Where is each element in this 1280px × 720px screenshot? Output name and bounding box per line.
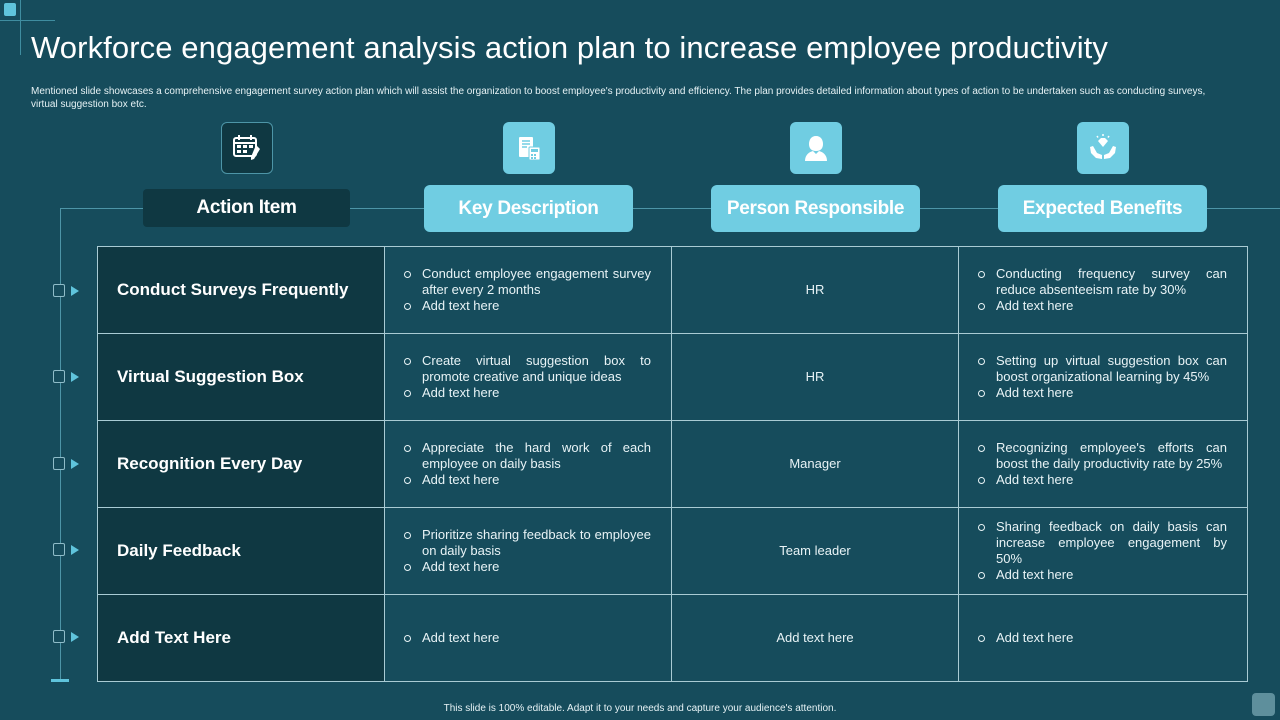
- corner-button[interactable]: [1252, 693, 1275, 716]
- action-plan-table: [97, 246, 1248, 682]
- person-responsible-cell: HR: [672, 334, 959, 421]
- benefit-bullet: Add text here: [977, 567, 1227, 583]
- column-header-action-item: Action Item: [143, 189, 350, 227]
- marker-arrow-icon: [71, 632, 79, 642]
- marker-arrow-icon: [71, 545, 79, 555]
- action-item-cell: Virtual Suggestion Box: [98, 334, 385, 421]
- description-bullet: Create virtual suggestion box to promote creative and unique ideas: [403, 353, 651, 385]
- description-bullet: Conduct employee engagement survey after every 2 months: [403, 266, 651, 298]
- table-row: [98, 334, 1248, 421]
- benefit-bullet: Add text here: [977, 472, 1227, 488]
- benefits-cell: [959, 334, 1248, 421]
- marker-arrow-icon: [71, 372, 79, 382]
- benefit-bullet: Recognizing employee's efforts can boost the daily productivity rate by 25%: [977, 440, 1227, 472]
- description-bullet: Appreciate the hard work of each employee on daily basis: [403, 440, 651, 472]
- row-marker: [53, 284, 83, 298]
- description-bullet: Add text here: [403, 559, 651, 575]
- benefits-cell: [959, 508, 1248, 595]
- description-cell: [385, 595, 672, 682]
- description-cell: [385, 247, 672, 334]
- description-cell: [385, 334, 672, 421]
- document-calculator-icon: [503, 122, 555, 174]
- column-header-key-description: Key Description: [424, 185, 633, 232]
- table-row: [98, 595, 1248, 682]
- slide-footer: This slide is 100% editable. Adapt it to your needs and capture your audience's attention.: [443, 703, 837, 714]
- description-bullet: Prioritize sharing feedback to employee on daily basis: [403, 527, 651, 559]
- action-item-cell: Add Text Here: [98, 595, 385, 682]
- person-responsible-cell: Add text here: [672, 595, 959, 682]
- row-marker: [53, 543, 83, 557]
- benefits-cell: [959, 595, 1248, 682]
- description-bullet: Add text here: [403, 298, 651, 314]
- marker-box: [53, 543, 65, 556]
- marker-box: [53, 370, 65, 383]
- timeline-end-accent: [51, 679, 69, 682]
- table-row: [98, 421, 1248, 508]
- hands-diamond-icon: [1077, 122, 1129, 174]
- corner-square: [4, 3, 16, 16]
- benefits-cell: [959, 421, 1248, 508]
- person-responsible-cell: HR: [672, 247, 959, 334]
- marker-box: [53, 630, 65, 643]
- benefits-cell: [959, 247, 1248, 334]
- description-cell: [385, 421, 672, 508]
- column-header-person-responsible: Person Responsible: [711, 185, 920, 232]
- description-cell: [385, 508, 672, 595]
- description-bullet: Add text here: [403, 385, 651, 401]
- column-header-expected-benefits: Expected Benefits: [998, 185, 1207, 232]
- row-marker: [53, 370, 83, 384]
- marker-box: [53, 284, 65, 297]
- calendar-icon: [221, 122, 273, 174]
- benefit-bullet: Add text here: [977, 385, 1227, 401]
- corner-horizontal-line: [0, 20, 55, 21]
- benefit-bullet: Setting up virtual suggestion box can boost organizational learning by 45%: [977, 353, 1227, 385]
- marker-arrow-icon: [71, 459, 79, 469]
- marker-arrow-icon: [71, 286, 79, 296]
- benefit-bullet: Sharing feedback on daily basis can increase employee engagement by 50%: [977, 519, 1227, 567]
- row-marker: [53, 457, 83, 471]
- action-item-cell: Daily Feedback: [98, 508, 385, 595]
- person-responsible-cell: Manager: [672, 421, 959, 508]
- corner-vertical-line: [20, 0, 21, 55]
- row-marker: [53, 630, 83, 644]
- person-icon: [790, 122, 842, 174]
- person-responsible-cell: Team leader: [672, 508, 959, 595]
- benefit-bullet: Conducting frequency survey can reduce absenteeism rate by 30%: [977, 266, 1227, 298]
- action-item-cell: Recognition Every Day: [98, 421, 385, 508]
- table-row: [98, 508, 1248, 595]
- benefit-bullet: Add text here: [977, 298, 1227, 314]
- timeline-line: [60, 208, 61, 680]
- description-bullet: Add text here: [403, 472, 651, 488]
- slide-subtitle: Mentioned slide showcases a comprehensive engagement survey action plan which will assist the organization to boost employee's productivity and efficiency. The plan provides detailed information about types of action to be undertaken such as conducting surveys, virtual suggestion box etc.: [31, 86, 1206, 110]
- table-row: [98, 247, 1248, 334]
- action-item-cell: Conduct Surveys Frequently: [98, 247, 385, 334]
- marker-box: [53, 457, 65, 470]
- benefit-bullet: Add text here: [977, 630, 1227, 646]
- description-bullet: Add text here: [403, 630, 651, 646]
- slide-title: Workforce engagement analysis action plan to increase employee productivity: [31, 30, 1108, 65]
